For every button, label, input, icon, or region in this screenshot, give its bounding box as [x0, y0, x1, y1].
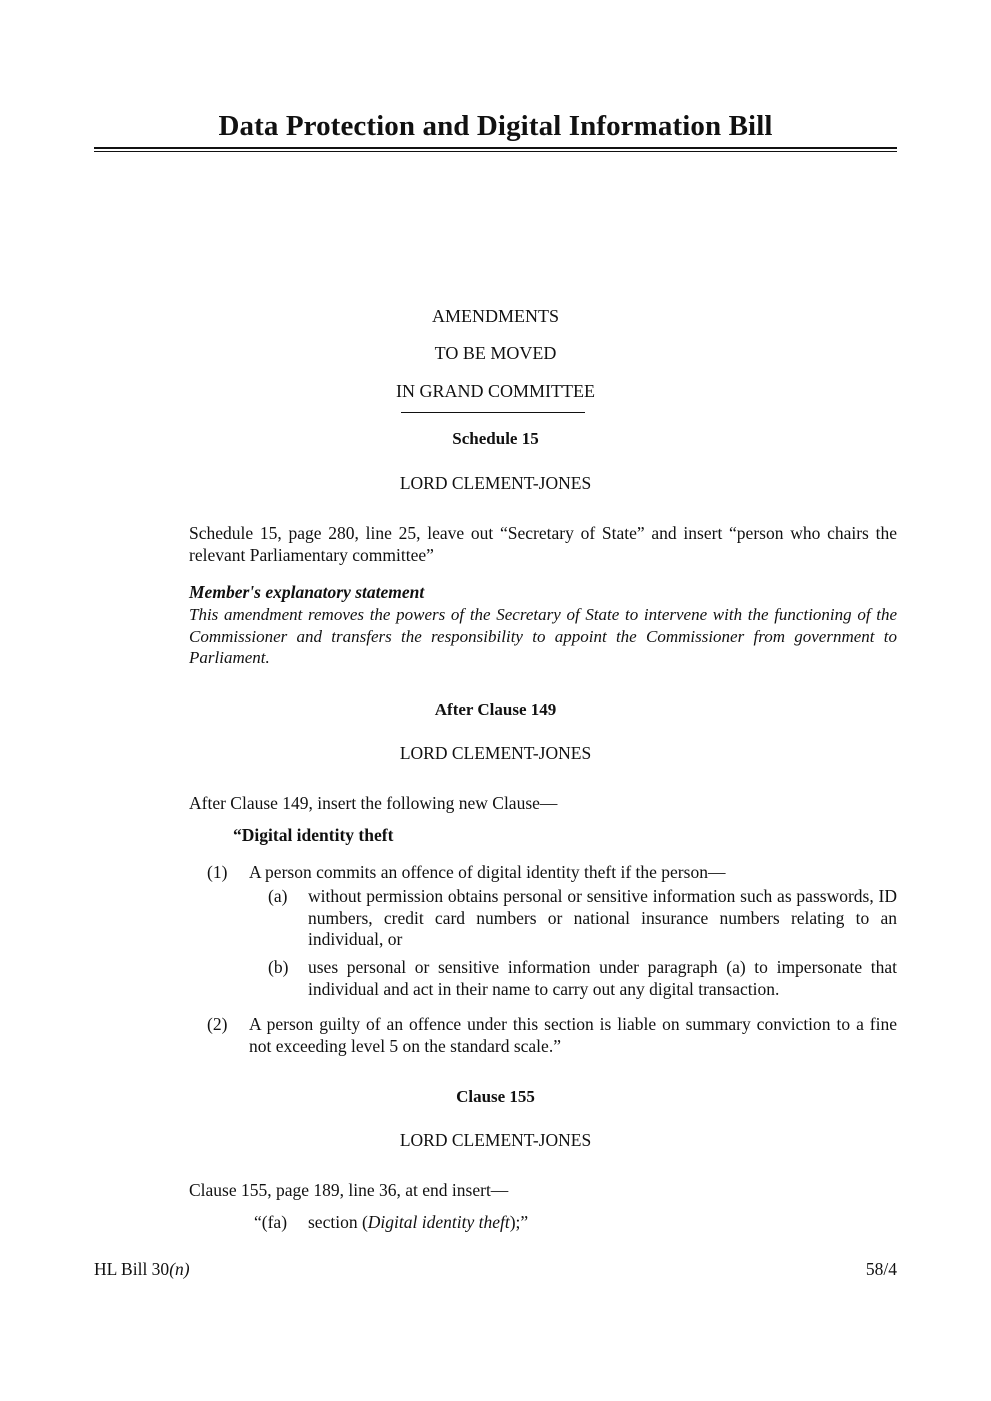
bill-ref-suffix: (n)	[169, 1259, 190, 1279]
document-title: Data Protection and Digital Information Bill	[218, 110, 773, 142]
paragraph-number: (b)	[268, 957, 289, 977]
subsection-text: A person commits an offence of digital identity theft if the person—	[249, 862, 726, 882]
insert-text	[308, 1212, 528, 1233]
section-heading-clause-155: Clause 155	[456, 1087, 535, 1106]
member-name: LORD CLEMENT-JONES	[399, 473, 592, 493]
new-clause-title: “Digital identity theft	[233, 825, 394, 845]
member-name: LORD CLEMENT-JONES	[399, 1130, 592, 1150]
subsection-number: (2)	[207, 1014, 228, 1034]
amendment-text: After Clause 149, insert the following new Clause—	[189, 793, 558, 813]
title-rule-thin	[94, 151, 897, 152]
member-name: LORD CLEMENT-JONES	[399, 743, 592, 763]
paragraph-text: without permission obtains personal or sensitive information such as passwords, ID numbers, credit card numbers or national insurance numbers relating to an individual, or	[308, 886, 897, 949]
subsection-number: (1)	[207, 862, 228, 882]
insert-prefix: section (	[308, 1212, 368, 1232]
amendment-text: Clause 155, page 189, line 36, at end insert—	[189, 1180, 509, 1200]
explanatory-heading: Member's explanatory statement	[189, 582, 425, 602]
heading-grand-committee: IN GRAND COMMITTEE	[396, 381, 595, 401]
section-heading-schedule-15: Schedule 15	[452, 429, 539, 448]
insert-number: “(fa)	[254, 1212, 288, 1232]
footer-bill-ref	[94, 1258, 190, 1280]
footer-page-ref: 58/4	[865, 1259, 897, 1279]
heading-to-be-moved: TO BE MOVED	[434, 343, 557, 363]
subsection-text: A person guilty of an offence under this section is liable on summary conviction to a fine not exceeding level 5 on the standard scale.”	[249, 1014, 897, 1056]
paragraph-number: (a)	[268, 886, 288, 906]
paragraph-text: uses personal or sensitive information under paragraph (a) to impersonate that individual and act in their name to carry out any digital transaction.	[308, 957, 897, 999]
heading-amendments: AMENDMENTS	[431, 306, 559, 326]
insert-suffix: );”	[509, 1212, 529, 1232]
bill-ref: HL Bill 30	[94, 1259, 170, 1279]
amendment-text: Schedule 15, page 280, line 25, leave out “Secretary of State” and insert “person who chairs the relevant Parliamentary committee”	[189, 523, 897, 565]
explanatory-statement: This amendment removes the powers of the Secretary of State to intervene with the functioning of the Commissioner and transfers the responsibility to appoint the Commissioner from government to Parliament.	[189, 605, 897, 667]
title-rule-thick	[94, 147, 897, 149]
insert-italic: Digital identity theft	[367, 1212, 510, 1232]
section-heading-after-clause-149: After Clause 149	[434, 700, 557, 719]
heading-rule	[401, 412, 585, 413]
